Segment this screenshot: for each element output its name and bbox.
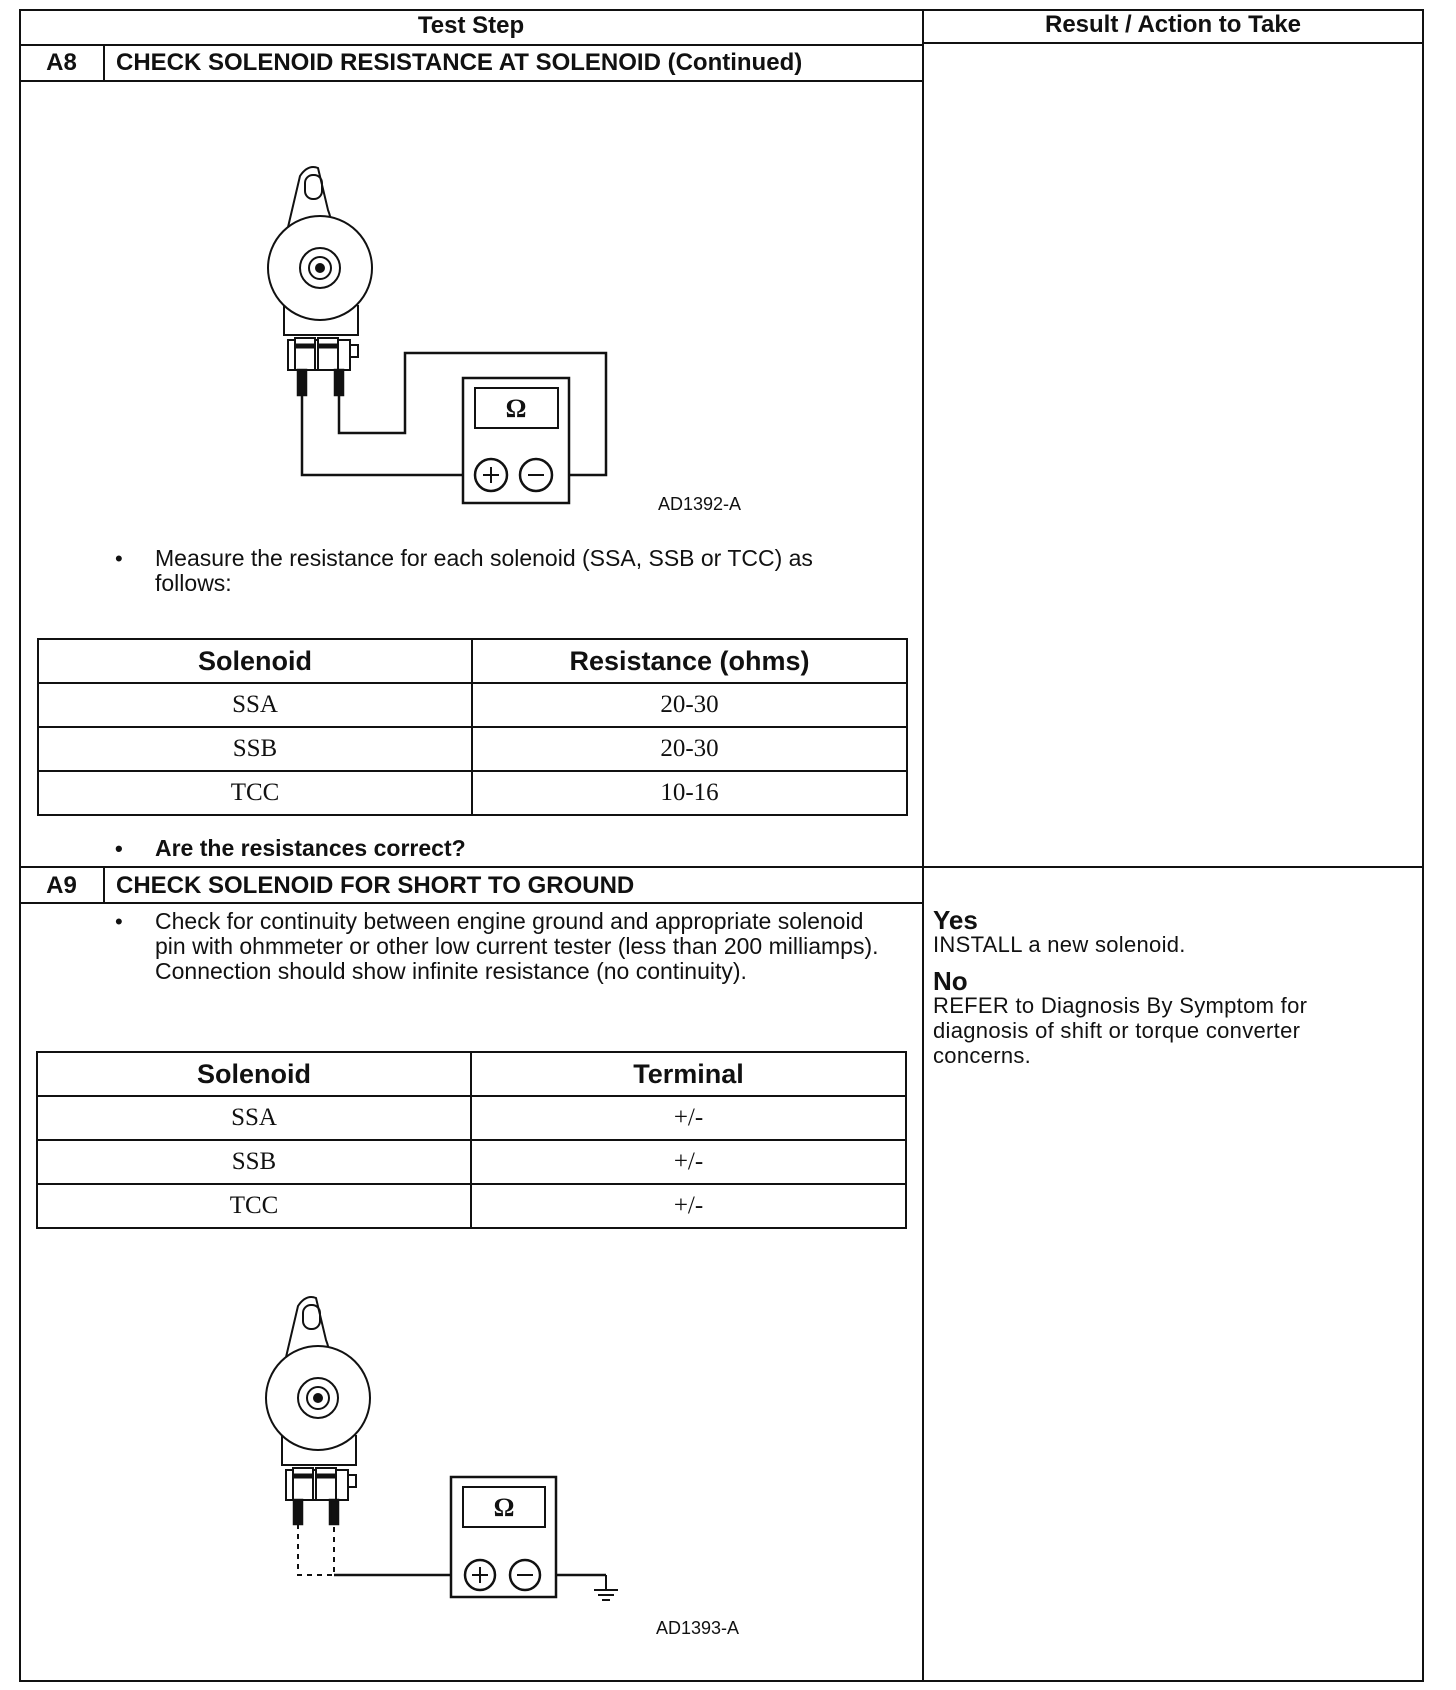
frame-bottom (19, 1680, 1424, 1682)
table-cell: +/- (471, 1140, 906, 1184)
a9-instruction-bullet (115, 909, 905, 1013)
table-cell: SSA (38, 683, 472, 727)
table-header-solenoid: Solenoid (37, 1052, 471, 1096)
a8-figure-diagram (260, 160, 620, 510)
a8-step-number: A8 (46, 49, 77, 76)
frame-left (19, 9, 21, 1682)
header-result-action: Result / Action to Take (1044, 11, 1302, 38)
a8-resistance-table (37, 638, 908, 816)
table-row (37, 1096, 906, 1140)
a9-step-number: A9 (46, 872, 77, 899)
a8-figure-caption: AD1392-A (658, 494, 742, 514)
table-cell: 10-16 (472, 771, 907, 815)
table-cell: TCC (38, 771, 472, 815)
a8-question-text: Are the resistances correct? (155, 835, 466, 861)
a9-title-rule (20, 902, 923, 904)
table-cell: +/- (471, 1096, 906, 1140)
solenoid-icon (268, 167, 372, 370)
a9-figure-caption: AD1393-A (656, 1618, 740, 1638)
table-row (38, 683, 907, 727)
table-cell: +/- (471, 1184, 906, 1228)
bullet-dot: • (115, 836, 123, 861)
table-header-terminal: Terminal (471, 1052, 906, 1096)
a8-title-rule (20, 80, 923, 82)
a8-instruction-bullet (115, 546, 875, 598)
a8-instruction-text: Measure the resistance for each solenoid (SSA, SSB or TCC) as follows: (155, 545, 813, 596)
result-yes-label: Yes (933, 905, 978, 935)
bullet-dot: • (115, 909, 123, 934)
table-row (38, 771, 907, 815)
a8-number-divider (103, 45, 105, 81)
table-header-row (38, 639, 907, 683)
table-cell: SSA (37, 1096, 471, 1140)
a8-question-bullet (115, 836, 875, 864)
result-no-text: REFER to Diagnosis By Symptom for diagnosis of shift or torque converter concerns. (933, 993, 1308, 1068)
result-no-label: No (933, 966, 968, 996)
frame-right (1422, 9, 1424, 1682)
table-cell: TCC (37, 1184, 471, 1228)
table-cell: 20-30 (472, 683, 907, 727)
table-cell: SSB (37, 1140, 471, 1184)
a9-top-rule (20, 866, 1423, 868)
a8-meter-symbol: Ω (505, 394, 527, 423)
column-divider (922, 9, 924, 1682)
solenoid-icon (266, 1297, 370, 1500)
table-cell: 20-30 (472, 727, 907, 771)
a9-instruction-text: Check for continuity between engine ground and appropriate solenoid pin with ohmmeter or other low current tester (less than 200 milliamps). Connection should show infinite resistance (no continuity). (155, 908, 879, 984)
a9-number-divider (103, 867, 105, 903)
a9-terminal-table (36, 1051, 907, 1229)
a9-meter-symbol: Ω (493, 1493, 515, 1522)
ohmmeter-icon (463, 378, 569, 503)
header-rule-left (20, 44, 923, 46)
bullet-dot: • (115, 546, 123, 571)
table-header-row (37, 1052, 906, 1096)
header-rule-right (923, 42, 1423, 44)
a8-step-title: CHECK SOLENOID RESISTANCE AT SOLENOID (Continued) (116, 49, 803, 76)
table-header-solenoid: Solenoid (38, 639, 472, 683)
a9-figure-diagram (258, 1290, 628, 1610)
table-cell: SSB (38, 727, 472, 771)
a9-step-title: CHECK SOLENOID FOR SHORT TO GROUND (116, 872, 635, 899)
table-row (37, 1184, 906, 1228)
table-header-resistance: Resistance (ohms) (472, 639, 907, 683)
table-row (38, 727, 907, 771)
result-yes-text: INSTALL a new solenoid. (933, 932, 1186, 957)
ohmmeter-icon (451, 1477, 556, 1597)
table-row (37, 1140, 906, 1184)
ground-icon (594, 1575, 618, 1600)
header-test-step: Test Step (417, 12, 525, 39)
